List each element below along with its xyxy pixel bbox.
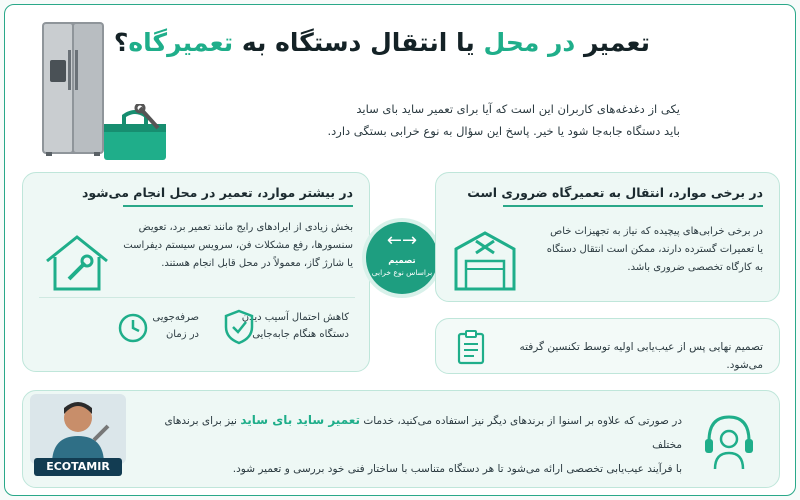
brands-info-highlight: تعمیر ساید بای ساید: [240, 413, 361, 427]
clock-icon: [117, 309, 149, 345]
decision-badge: [366, 222, 438, 294]
toolbox-illustration: [100, 104, 172, 162]
feature-reduce-damage-line-1: کاهش احتمال آسیب دیدن: [241, 312, 349, 323]
workshop-transfer-heading: در برخی موارد، انتقال به تعمیرگاه ضروری است: [467, 185, 763, 200]
garage-workshop-icon: [452, 227, 518, 293]
feature-reduce-damage-line-2: دستگاه هنگام جابه‌جایی: [252, 329, 349, 340]
brands-info-line-2: با فرآیند عیب‌یابی تخصصی ارائه می‌شود تا هر دستگاه متناسب با ساختار فنی خود بررسی و تعمیر شود.: [232, 463, 682, 475]
house-wrench-icon: [41, 231, 113, 295]
heading-underline: [503, 205, 763, 207]
onsite-repair-body: [123, 219, 353, 273]
workshop-body-line-2: یا تعمیرات گسترده دارند، ممکن است انتقال دستگاه: [546, 244, 763, 255]
brands-info-line-1-a: در صورتی که علاوه بر اسنوا از برندهای دیگر نیز استفاده می‌کنید، خدمات: [363, 415, 682, 427]
intro-paragraph: [240, 98, 680, 142]
onsite-repair-card: [22, 172, 370, 372]
clipboard-checklist-icon: [456, 329, 486, 365]
decision-badge-subtitle: براساس نوع خرابی: [371, 268, 433, 277]
title-part1: تعمیر: [583, 28, 650, 57]
title-question-mark: ؟: [113, 28, 129, 57]
card-divider: [39, 297, 355, 298]
workshop-transfer-body: [531, 223, 763, 277]
onsite-body-line-2: سنسورها، رفع مشکلات فن، سرویس سیستم دیفراست: [123, 240, 353, 251]
left-right-arrows-icon: ←→: [386, 230, 418, 251]
workshop-body-line-1: در برخی خرابی‌های پیچیده که نیاز به تجهیزات خاص: [550, 226, 763, 237]
workshop-transfer-card: [435, 172, 780, 302]
brands-info-text: [162, 408, 682, 481]
brands-info-line-1-b: نیز برای برندهای مختلف: [164, 415, 682, 451]
page-title: [113, 28, 650, 72]
title-highlight-workshop: تعمیرگاه: [128, 28, 234, 57]
brands-info-line-1: [162, 408, 682, 457]
feature-save-time-line-1: صرفه‌جویی: [152, 312, 199, 323]
onsite-body-line-3: یا شارژ گاز، معمولاً در محل قابل انجام هستند.: [161, 258, 353, 269]
title-highlight-onsite: در محل: [483, 28, 576, 57]
heading-underline: [123, 205, 353, 207]
shield-check-icon: [223, 309, 255, 345]
technician-avatar: [30, 394, 126, 464]
workshop-body-line-3: به کارگاه تخصصی ضروری باشد.: [627, 262, 763, 273]
feature-reduce-damage: [199, 309, 349, 343]
feature-save-time-line-2: در زمان: [165, 329, 199, 340]
decision-badge-title: تصمیم: [388, 256, 416, 266]
title-part2: یا انتقال دستگاه به: [241, 28, 475, 57]
ecotamir-logo: ECOTAMIR: [34, 458, 122, 476]
side-by-side-fridge-illustration: [40, 20, 106, 158]
final-decision-text: تصمیم نهایی پس از عیب‌یابی اولیه توسط تکنسین گرفته می‌شود.: [519, 341, 763, 371]
onsite-repair-heading: در بیشتر موارد، تعمیر در محل انجام می‌شود: [82, 185, 353, 200]
headset-support-icon: [699, 409, 759, 473]
final-decision-card: [435, 318, 780, 374]
onsite-body-line-1: بخش زیادی از ایرادهای رایج مانند تعمیر برد، تعویض: [138, 222, 353, 233]
intro-line-2: باید دستگاه جابه‌جا شود یا خیر. پاسخ این سؤال به نوع خرابی بستگی دارد.: [327, 124, 680, 138]
intro-line-1: یکی از دغدغه‌های کاربران این است که آیا برای تعمیر ساید بای ساید: [356, 102, 680, 116]
